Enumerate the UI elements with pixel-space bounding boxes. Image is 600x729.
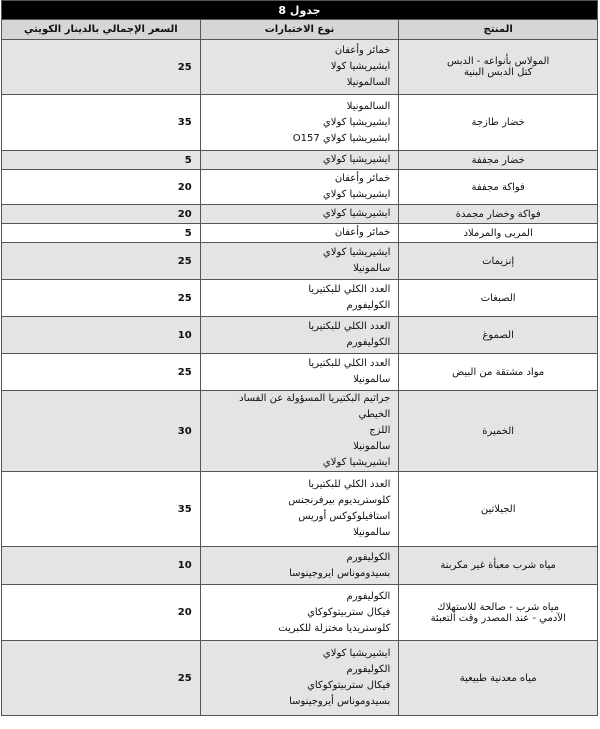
test-item: العدد الكلي للبكتيريا	[308, 358, 391, 369]
table-row	[2, 224, 598, 243]
lab-tests-price-table	[1, 0, 598, 716]
test-item: العدد الكلي للبكتيريا	[308, 321, 391, 332]
test-item: ايشيريشيا كولاي	[322, 154, 391, 165]
test-item: ايشيريشيا كولاي	[322, 116, 391, 128]
test-item: كلوستريديا مختزلة للكبريت	[278, 622, 391, 634]
tests-cell	[200, 641, 399, 716]
product-cell	[399, 472, 598, 547]
product-cell	[399, 641, 598, 716]
table-title: جدول 8	[2, 1, 598, 20]
test-item: ايشيريشيا كولاي O157	[292, 132, 391, 144]
product-cell	[399, 40, 598, 95]
tests-cell	[200, 205, 399, 224]
test-item: ايشيريشيا كولاي	[322, 247, 391, 258]
table-row	[2, 205, 598, 224]
price-cell: 5	[2, 151, 201, 170]
product-line: الخميرة	[482, 425, 515, 437]
tests-cell	[200, 243, 399, 280]
table-title-row	[2, 1, 598, 20]
product-cell	[399, 224, 598, 243]
test-item: الكوليفورم	[346, 590, 391, 602]
test-item: ايشيريشيا كولاي	[322, 189, 391, 200]
product-cell	[399, 391, 598, 472]
test-item: جراثيم البكتيريا المسؤولة عن الفساد الخيطي	[239, 393, 391, 420]
test-item: بسيدوموناس أيروجينوسا	[289, 696, 391, 707]
tests-cell	[200, 354, 399, 391]
product-cell	[399, 354, 598, 391]
price-cell: 25	[2, 641, 201, 716]
tests-cell	[200, 585, 399, 641]
price-cell: 25	[2, 280, 201, 317]
header-price: السعر الإجمالي بالدينار الكويتي	[2, 20, 201, 40]
table-row	[2, 472, 598, 547]
product-cell	[399, 170, 598, 205]
test-item: خمائر وأعفان	[334, 173, 391, 184]
table-row	[2, 151, 598, 170]
table-row	[2, 170, 598, 205]
price-cell: 30	[2, 391, 201, 472]
price-cell: 5	[2, 224, 201, 243]
product-line: فواكة وخضار مجمدة	[455, 208, 541, 220]
test-item: بسيدوموناس ايروجينوسا	[289, 567, 391, 579]
price-cell: 25	[2, 40, 201, 95]
product-line: خضار مجففة	[471, 154, 525, 166]
test-item: خمائر وأعفان	[334, 227, 391, 238]
product-line: المولاس بأنواعه - الدبس	[447, 56, 550, 67]
tests-cell	[200, 40, 399, 95]
table-row	[2, 641, 598, 716]
tests-cell	[200, 280, 399, 317]
test-item: السالمونيلا	[346, 100, 391, 112]
table-row	[2, 547, 598, 585]
product-line: الصبغات	[480, 292, 516, 304]
table-body	[2, 40, 598, 716]
tests-cell	[200, 224, 399, 243]
test-item: العدد الكلي للبكتيريا	[308, 284, 391, 295]
table-row	[2, 40, 598, 95]
price-cell: 10	[2, 317, 201, 354]
product-cell	[399, 280, 598, 317]
product-line: إنزيمات	[482, 255, 515, 267]
product-line: مواد مشتقة من البيض	[452, 366, 545, 378]
product-cell	[399, 95, 598, 151]
test-item: الكوليفورم	[346, 664, 391, 675]
test-item: ايشيريشيا كولاي	[322, 457, 391, 468]
table-row	[2, 280, 598, 317]
table-row	[2, 95, 598, 151]
product-cell	[399, 317, 598, 354]
product-line: مياه معدنية طبيعية	[459, 672, 537, 684]
test-item: خمائر وأعفان	[334, 45, 391, 56]
test-item: فيكال ستربيتوكوكاي	[307, 606, 391, 618]
test-item: اللزج	[369, 425, 391, 436]
test-item: العدد الكلي للبكتيريا	[308, 479, 391, 490]
table-row	[2, 391, 598, 472]
product-line: كتل الدبس البنية	[463, 67, 533, 78]
tests-cell	[200, 547, 399, 585]
table-row	[2, 243, 598, 280]
test-item: الكوليفورم	[346, 337, 391, 348]
tests-cell	[200, 170, 399, 205]
test-item: كلوستريديوم بيرفرنجنس	[288, 495, 391, 506]
tests-cell	[200, 472, 399, 547]
price-cell: 20	[2, 205, 201, 224]
header-tests: نوع الاختبارات	[200, 20, 399, 40]
product-cell	[399, 243, 598, 280]
product-cell	[399, 547, 598, 585]
test-item: فيكال ستربيتوكوكاي	[307, 680, 391, 691]
product-cell	[399, 585, 598, 641]
test-item: استافيلوكوكس أوريس	[298, 511, 391, 522]
price-cell: 35	[2, 95, 201, 151]
product-cell	[399, 205, 598, 224]
table-row	[2, 585, 598, 641]
product-line: خضار طازجة	[471, 117, 525, 128]
test-item: ايشيريشيا كولاي	[322, 208, 391, 219]
table-header-row	[2, 20, 598, 40]
test-item: الكوليفورم	[346, 551, 391, 563]
header-product: المنتج	[399, 20, 598, 40]
tests-cell	[200, 391, 399, 472]
product-line: المربى والمرملاد	[463, 227, 533, 239]
test-item: السالمونيلا	[346, 77, 391, 88]
test-item: سالمونيلا	[353, 263, 391, 274]
test-item: ايشيريشيا كولا	[330, 61, 391, 72]
price-cell: 20	[2, 585, 201, 641]
price-cell: 25	[2, 243, 201, 280]
price-cell: 35	[2, 472, 201, 547]
product-line: فواكة مجففة	[471, 181, 525, 193]
test-item: سالمونيلا	[353, 374, 391, 385]
test-item: ايشيريشيا كولاي	[322, 648, 391, 659]
tests-cell	[200, 151, 399, 170]
price-cell: 10	[2, 547, 201, 585]
price-cell: 20	[2, 170, 201, 205]
product-line: مياه شرب معبأة غير مكربنة	[440, 560, 556, 571]
table-row	[2, 354, 598, 391]
price-cell: 25	[2, 354, 201, 391]
tests-cell	[200, 317, 399, 354]
test-item: سالمونيلا	[353, 527, 391, 538]
product-line: الآدمي - عند المصدر وقت التعبئة	[430, 612, 566, 624]
tests-cell	[200, 95, 399, 151]
test-item: سالمونيلا	[353, 441, 391, 452]
product-cell	[399, 151, 598, 170]
table-row	[2, 317, 598, 354]
test-item: الكوليفورم	[346, 300, 391, 311]
product-line: مياه شرب - صالحة للاستهلاك	[437, 601, 560, 613]
product-line: الصموغ	[482, 329, 514, 341]
product-line: الجيلاتين	[480, 503, 516, 515]
